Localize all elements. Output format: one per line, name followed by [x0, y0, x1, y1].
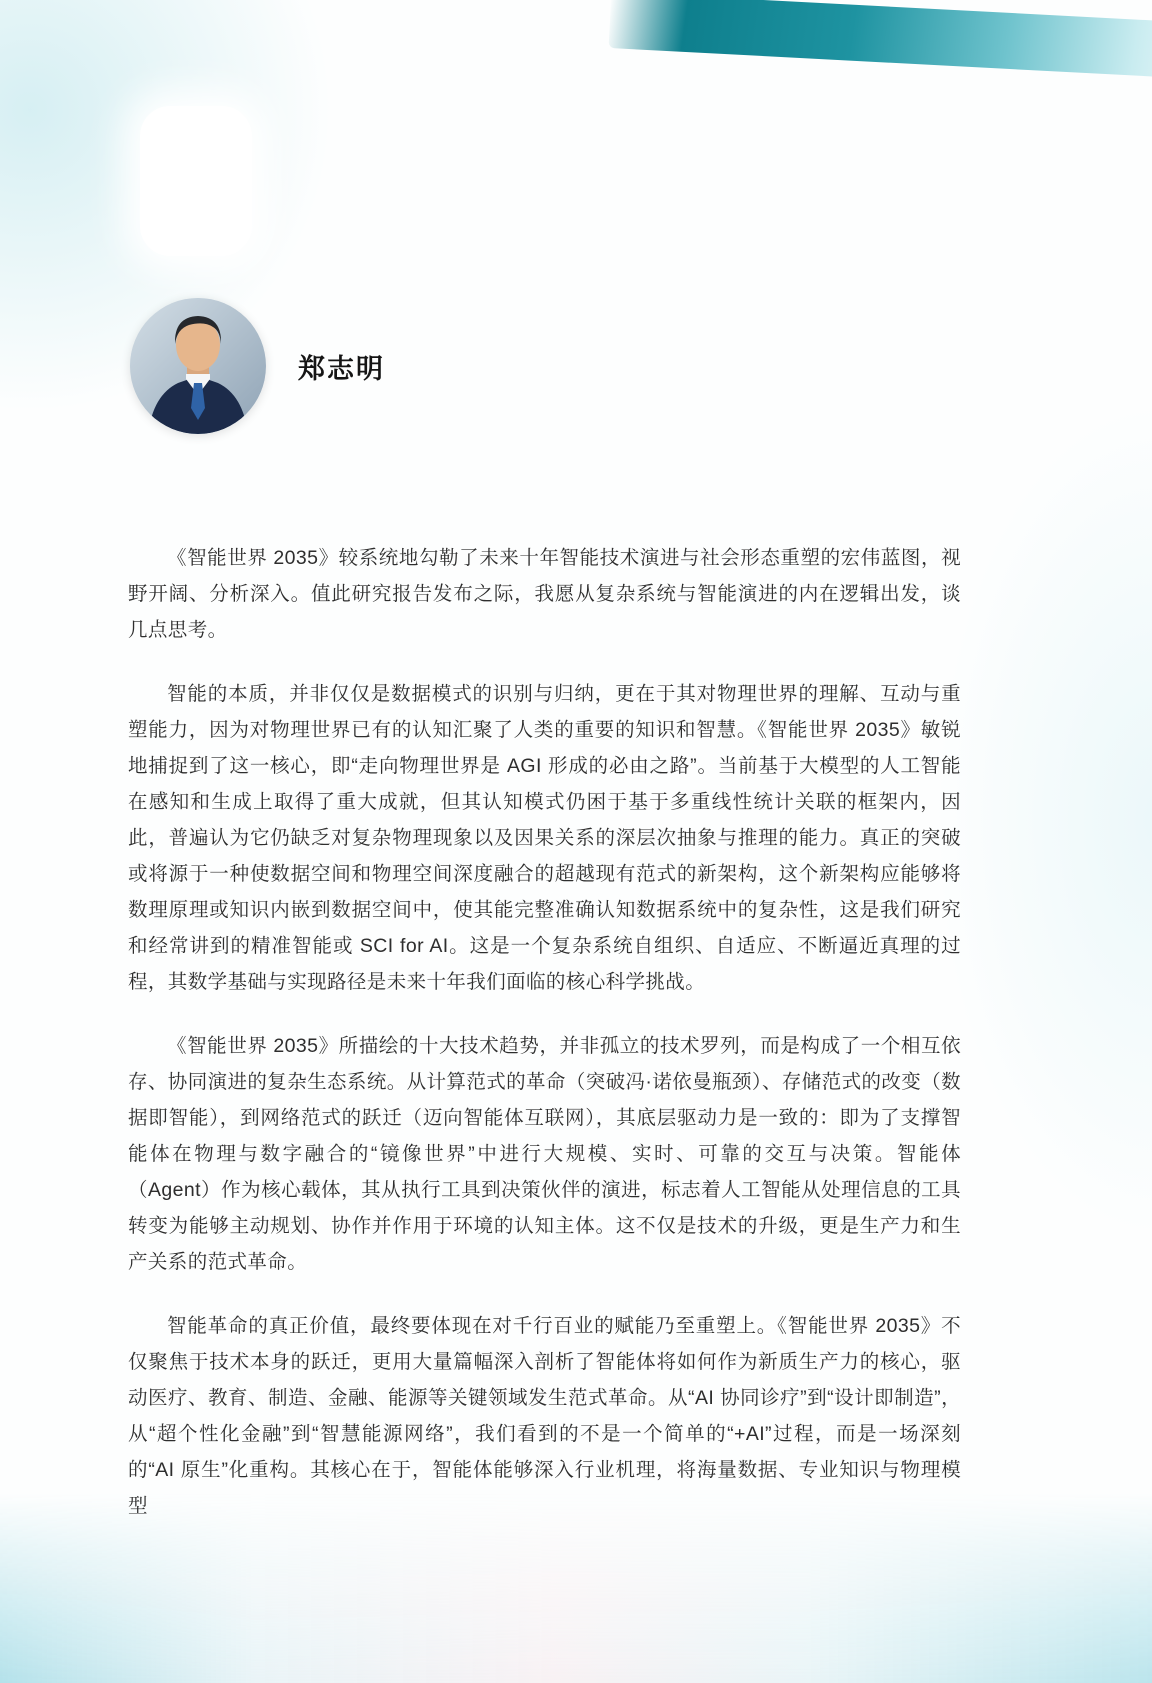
author-name: 郑志明 — [298, 353, 385, 384]
body-text — [128, 540, 961, 1552]
paragraph-4: 智能革命的真正价值，最终要体现在对千行百业的赋能乃至重塑上。《智能世界 2035》不仅聚焦于技术本身的跃迁，更用大量篇幅深入剖析了智能体将如何作为新质生产力的核心，驱动医疗、教育、制造、金融、能源等关键领域发生范式革命。从“AI 协同诊疗”到“设计即制造”，从“超个性化金融”到“智慧能源网络”，我们看到的不是一个简单的“+AI”过程，而是一场深刻的“AI 原生”化重构。其核心在于，智能体能够深入行业机理，将海量数据、专业知识与物理模型 — [128, 1315, 961, 1517]
portrait-photo — [130, 298, 266, 434]
paragraph-1: 《智能世界 2035》较系统地勾勒了未来十年智能技术演进与社会形态重塑的宏伟蓝图，视野开阔、分析深入。值此研究报告发布之际，我愿从复杂系统与智能演进的内在逻辑出发，谈几点思考。 — [128, 547, 961, 641]
teal-corner-band — [609, 0, 1152, 81]
paragraph-2: 智能的本质，并非仅仅是数据模式的识别与归纳，更在于其对物理世界的理解、互动与重塑能力，因为对物理世界已有的认知汇聚了人类的重要的知识和智慧。《智能世界 2035》敏锐地捕捉到了这一核心，即“走向物理世界是 AGI 形成的必由之路”。当前基于大模型的人工智能在感知和生成上取得了重大成就，但其认知模式仍困于基于多重线性统计关联的框架内，因此，普遍认为它仍缺乏对复杂物理现象以及因果关系的深层次抽象与推理的能力。真正的突破或将源于一种使数据空间和物理空间深度融合的超越现有范式的新架构，这个新架构应能够将数理原理或知识内嵌到数据空间中，使其能完整准确认知数据系统中的复杂性，这是我们研究和经常讲到的精准智能或 SCI for AI。这是一个复杂系统自组织、自适应、不断逼近真理的过程，其数学基础与实现路径是未来十年我们面临的核心科学挑战。 — [128, 683, 961, 993]
paragraph-3: 《智能世界 2035》所描绘的十大技术趋势，并非孤立的技术罗列，而是构成了一个相互依存、协同演进的复杂生态系统。从计算范式的革命（突破冯·诺依曼瓶颈）、存储范式的改变（数据即智能），到网络范式的跃迁（迈向智能体互联网），其底层驱动力是一致的：即为了支撑智能体在物理与数字融合的“镜像世界”中进行大规模、实时、可靠的交互与决策。智能体（Agent）作为核心载体，其从执行工具到决策伙伴的演进，标志着人工智能从处理信息的工具转变为能够主动规划、协作并作用于环境的认知主体。这不仅是技术的升级，更是生产力和生产关系的范式革命。 — [128, 1035, 961, 1273]
white-rounded-shape — [140, 106, 252, 256]
author-block — [130, 298, 385, 434]
